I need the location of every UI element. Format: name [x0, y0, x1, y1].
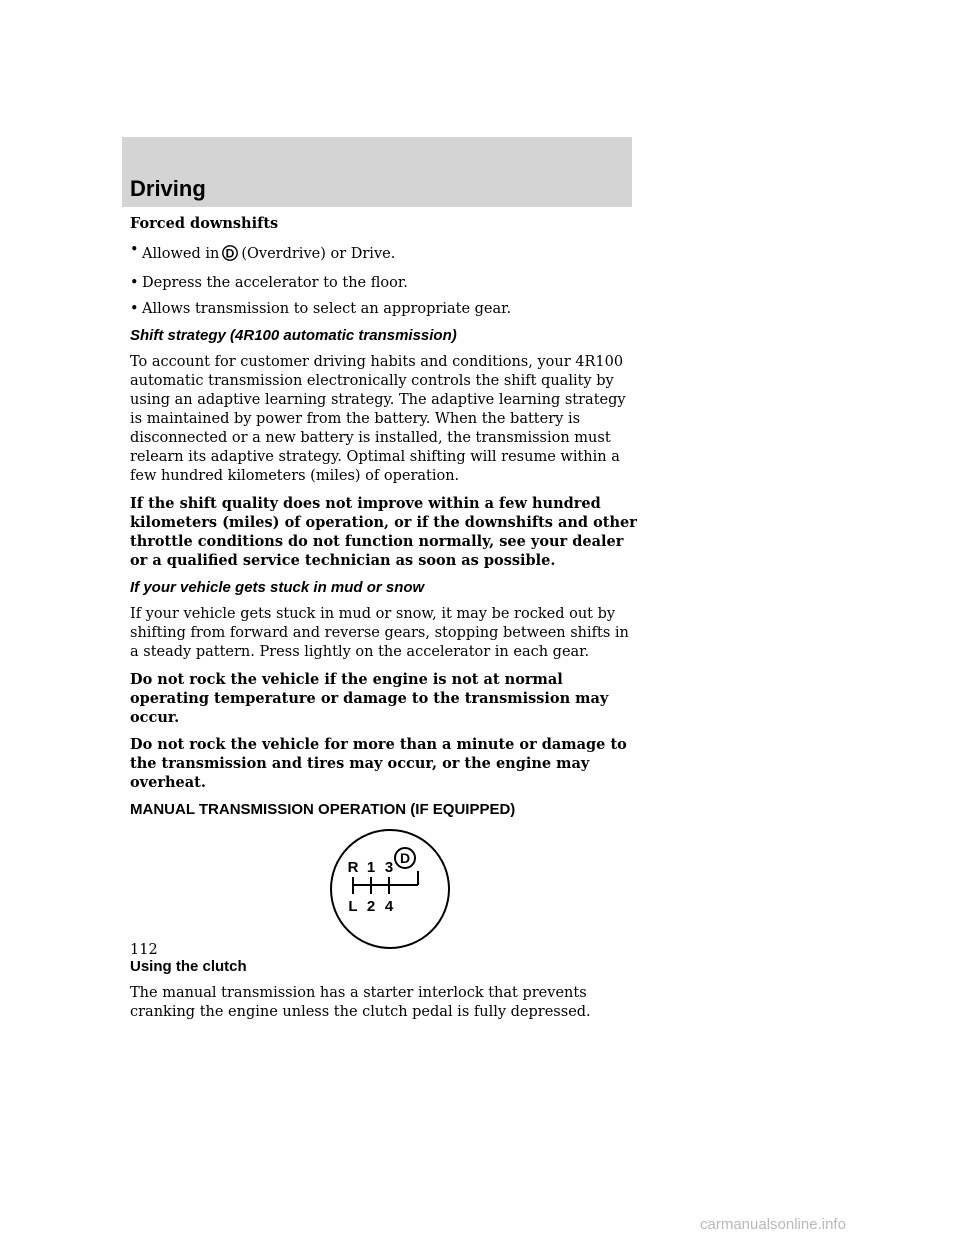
page-content: [130, 214, 640, 1030]
stuck-title: If your vehicle gets stuck in mud or snow: [130, 579, 425, 596]
page-number: 112: [130, 942, 158, 958]
section-title: Driving: [130, 176, 206, 201]
overdrive-d-icon: [221, 241, 239, 267]
gear-label-overdrive: D: [399, 850, 411, 866]
gear-label-4: 4: [384, 898, 394, 915]
shift-strategy-body: To account for customer driving habits and conditions, your 4R100 automatic transmission electronically controls the shift quality by using an adaptive learning strategy. The adaptive learning strategy is maintained by power from the battery. When the battery is disconnected or a new battery is installed, the transmission must relearn its adaptive strategy. Optimal shifting will resume within a few hundred kilometers (miles) of operation.: [130, 354, 626, 484]
clutch-title: Using the clutch: [130, 958, 247, 975]
stuck-body: If your vehicle gets stuck in mud or snow, it may be rocked out by shifting from forward and reverse gears, stopping between shifts in a steady pattern. Press lightly on the accelerator in each gear.: [130, 606, 629, 660]
shift-pattern-diagram: [328, 827, 452, 951]
clutch-body: The manual transmission has a starter interlock that prevents cranking the engine unless the clutch pedal is fully depressed.: [130, 985, 591, 1020]
list-item: • Depress the accelerator to the floor.: [130, 274, 640, 293]
watermark: carmanualsonline.info: [700, 1216, 846, 1233]
shift-strategy-title: Shift strategy (4R100 automatic transmission): [130, 327, 457, 344]
diagram-area: [130, 827, 640, 949]
forced-downshifts-list: [130, 241, 640, 319]
gear-label-3: 3: [384, 859, 394, 876]
bullet-text-post: (Overdrive) or Drive.: [241, 246, 396, 262]
list-item: • Allows transmission to select an appropriate gear.: [130, 300, 640, 319]
gear-label-l: L: [348, 898, 358, 915]
bullet-text-pre: Allowed in: [142, 246, 220, 262]
shift-strategy-warning: If the shift quality does not improve within a few hundred kilometers (miles) of operation, or if the downshifts and other throttle conditions do not function normally, see your dealer or a qualified service technician as soon as possible.: [130, 495, 637, 569]
manual-title: MANUAL TRANSMISSION OPERATION (IF EQUIPPED): [130, 801, 516, 818]
stuck-warning-1: Do not rock the vehicle if the engine is not at normal operating temperature or damage to the transmission may occur.: [130, 671, 609, 726]
stuck-warning-2: Do not rock the vehicle for more than a minute or damage to the transmission and tires may occur, or the engine may overheat.: [130, 736, 627, 791]
forced-downshifts-title: Forced downshifts: [130, 215, 279, 232]
gear-label-1: 1: [366, 859, 376, 876]
gear-label-2: 2: [366, 898, 376, 915]
svg-text:D: D: [226, 246, 235, 261]
gear-label-r: R: [347, 859, 359, 876]
list-item: [130, 241, 640, 267]
